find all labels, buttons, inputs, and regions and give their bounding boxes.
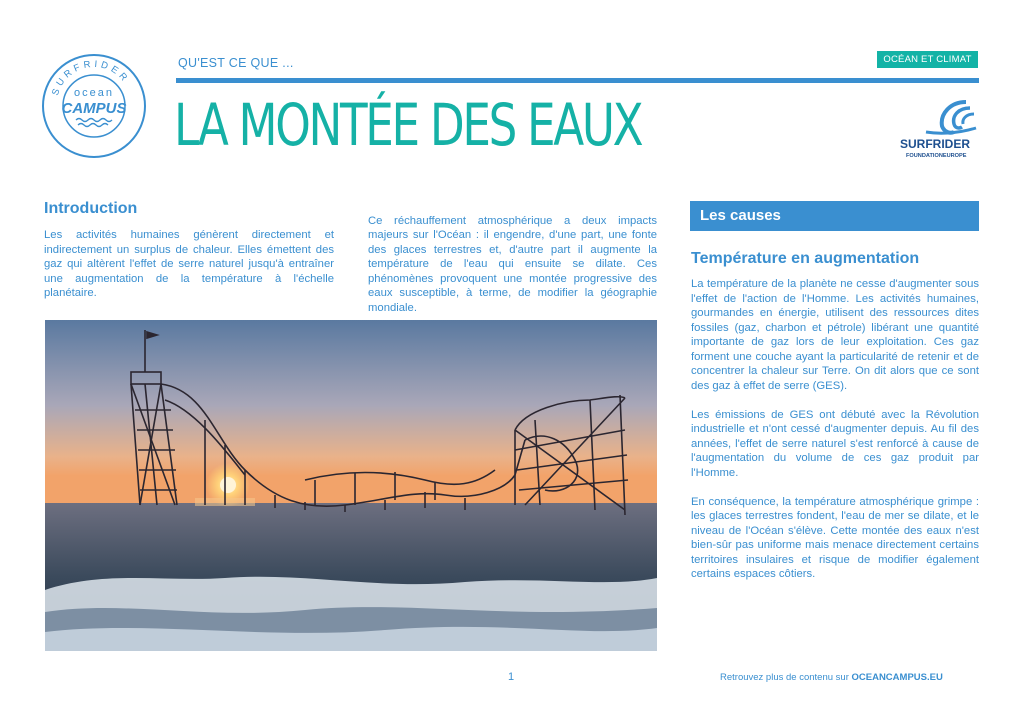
footer-prefix: Retrouvez plus de contenu sur bbox=[720, 672, 852, 683]
intro-heading: Introduction bbox=[44, 200, 138, 217]
wave-icon bbox=[76, 119, 112, 122]
surfrider-foundation-logo bbox=[896, 98, 982, 160]
category-tag: OCÉAN ET CLIMAT bbox=[877, 51, 978, 68]
page-title: LA MONTÉE DES EAUX bbox=[174, 91, 642, 159]
causes-text bbox=[691, 277, 979, 582]
brand-name: SURFRIDER bbox=[900, 137, 971, 151]
rollercoaster-in-sea-photo bbox=[45, 320, 657, 651]
ocean-campus-logo bbox=[40, 52, 148, 160]
brand-sub: FOUNDATIONEUROPE bbox=[906, 153, 967, 159]
section-bar-causes: Les causes bbox=[690, 201, 979, 231]
intro-text: Les activités humaines génèrent directement et indirectement un surplus de chaleur. Elles émettent des gaz qui altèrent l'effet de serre naturel jusqu'à entraîner une augmentation de la température à l'échelle planétaire. bbox=[44, 229, 334, 299]
wave-logo-icon bbox=[926, 102, 976, 133]
causes-paragraph: En conséquence, la température atmosphérique grimpe : les glaces terrestres fondent, l'eau de mer se dilate, et le niveau de l'Océan s'élève. Cette montée des eaux n'est bien-sûr pas uniforme mais menace directement certains territoires insulaires et risque de modifier également certains espaces côtiers. bbox=[691, 495, 979, 580]
causes-paragraph: La température de la planète ne cesse d'augmenter sous l'effet de l'action de l'Homme. Les activités humaines, gourmandes en énergie, utilisent des ressources dites fossiles (gaz, charbon et pétrole) libérant une quantité importante de gaz lors de leur exploitation. Ces gaz forment une couche ayant la particularité de retenir et de concentrer la chaleur sur Terre. On dit alors que ce sont des gaz à effet de serre (GES). bbox=[691, 278, 979, 392]
logo-line2: CAMPUS bbox=[61, 100, 127, 117]
temperature-heading: Température en augmentation bbox=[691, 250, 920, 267]
header-rule bbox=[176, 78, 979, 83]
logo-line1: ocean bbox=[74, 87, 114, 99]
footer-link[interactable]: OCEANCAMPUS.EU bbox=[851, 672, 943, 683]
kicker: QU'EST CE QUE ... bbox=[178, 56, 294, 70]
page-number: 1 bbox=[508, 671, 515, 683]
footer-text bbox=[720, 672, 943, 683]
middle-text: Ce réchauffement atmosphérique a deux impacts majeurs sur l'Océan : il engendre, d'une part, une fonte des glaces terrestres et, d'autre part il augmente la température de l'eau qui ensuite se dilate. Ces phénomènes provoquent une montée progressive des eaux susceptible, à terme, de modifier la géographie mondiale. bbox=[368, 214, 657, 314]
logo-arc-text: SURFRIDER bbox=[50, 58, 132, 97]
causes-paragraph: Les émissions de GES ont débuté avec la Révolution industrielle et n'ont cessé d'augmenter depuis. Au fil des années, l'effet de serre naturel s'est renforcé à cause de l'augmentation du volume de ces gaz produit par l'Homme. bbox=[691, 408, 979, 479]
